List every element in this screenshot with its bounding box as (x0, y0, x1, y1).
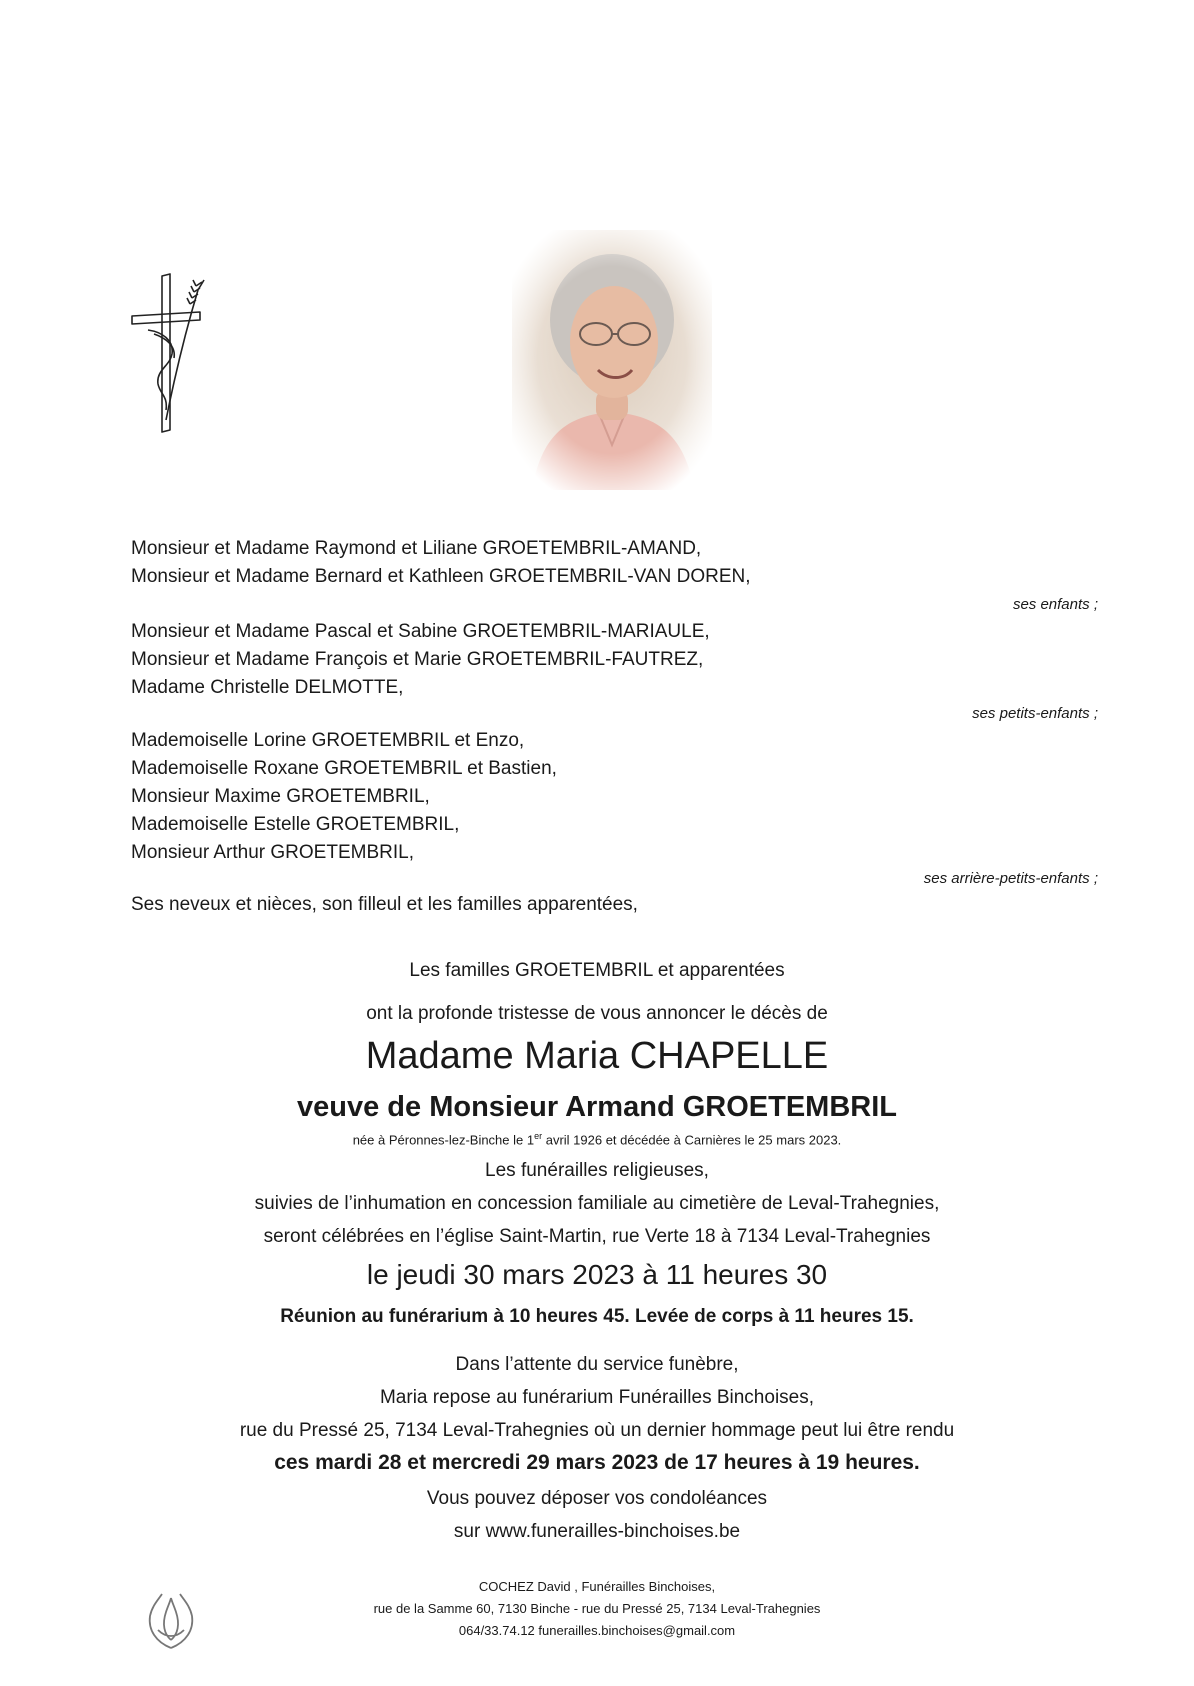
family-line-great-grandchild-1: Mademoiselle Lorine GROETEMBRIL et Enzo, (131, 730, 525, 751)
family-line-great-grandchild-4: Mademoiselle Estelle GROETEMBRIL, (131, 814, 460, 835)
footer-line-1: COCHEZ David , Funérailles Binchoises, (478, 1579, 716, 1594)
visitation-line-2: Maria repose au funérarium Funérailles Binchoises, (379, 1387, 815, 1408)
footer-line-3: 064/33.74.12 funerailles.binchoises@gmail.com (458, 1623, 736, 1638)
family-line-child-2: Monsieur et Madame Bernard et Kathleen GROETEMBRIL-VAN DOREN, (131, 566, 751, 587)
role-great-grandchildren: ses arrière-petits-enfants ; (923, 870, 1098, 887)
family-line-great-grandchild-3: Monsieur Maxime GROETEMBRIL, (131, 786, 430, 807)
role-children: ses enfants ; (1012, 596, 1098, 613)
role-grandchildren: ses petits-enfants ; (972, 705, 1098, 722)
widow-line: veuve de Monsieur Armand GROETEMBRIL (297, 1091, 897, 1123)
family-line-great-grandchild-2: Mademoiselle Roxane GROETEMBRIL et Bastien, (131, 758, 557, 779)
birth-death-line: née à Péronnes-lez-Binche le 1er avril 1926 et décédée à Carnières le 25 mars 2023. (352, 1131, 842, 1148)
family-line-grandchild-1: Monsieur et Madame Pascal et Sabine GROETEMBRIL-MARIAULE, (131, 621, 710, 642)
funeral-line-3: seront célébrées en l’église Saint-Martin, rue Verte 18 à 7134 Leval-Trahegnies (263, 1226, 931, 1247)
family-line-others: Ses neveux et nièces, son filleul et les familles apparentées, (131, 894, 638, 915)
family-line-child-1: Monsieur et Madame Raymond et Liliane GROETEMBRIL-AMAND, (131, 538, 702, 559)
visitation-line-3: rue du Pressé 25, 7134 Leval-Trahegnies où un dernier hommage peut lui être rendu (239, 1420, 955, 1441)
family-line-grandchild-2: Monsieur et Madame François et Marie GROETEMBRIL-FAUTREZ, (131, 649, 704, 670)
funeral-line-1: Les funérailles religieuses, (485, 1160, 709, 1181)
cross-wheat-icon (128, 270, 210, 442)
portrait-photo (512, 230, 712, 490)
funeral-line-2: suivies de l’inhumation en concession familiale au cimetière de Leval-Trahegnies, (254, 1193, 940, 1214)
announcement-intro: ont la profonde tristesse de vous annoncer le décès de (366, 1003, 828, 1024)
condolences-line-2: sur www.funerailles-binchoises.be (453, 1521, 741, 1542)
funeral-home-logo-icon (136, 1590, 206, 1652)
visitation-dates: ces mardi 28 et mercredi 29 mars 2023 de 17 heures à 19 heures. (274, 1451, 920, 1474)
visitation-line-1: Dans l’attente du service funèbre, (455, 1354, 739, 1375)
funeral-meeting: Réunion au funérarium à 10 heures 45. Levée de corps à 11 heures 15. (280, 1306, 914, 1327)
footer-line-2: rue de la Samme 60, 7130 Binche - rue du Pressé 25, 7134 Leval-Trahegnies (373, 1601, 821, 1616)
family-line-grandchild-3: Madame Christelle DELMOTTE, (131, 677, 404, 698)
family-line-great-grandchild-5: Monsieur Arthur GROETEMBRIL, (131, 842, 414, 863)
condolences-line-1: Vous pouvez déposer vos condoléances (426, 1488, 768, 1509)
funeral-date: le jeudi 30 mars 2023 à 11 heures 30 (366, 1259, 828, 1290)
announcement-families: Les familles GROETEMBRIL et apparentées (409, 960, 785, 981)
deceased-name: Madame Maria CHAPELLE (365, 1035, 829, 1077)
